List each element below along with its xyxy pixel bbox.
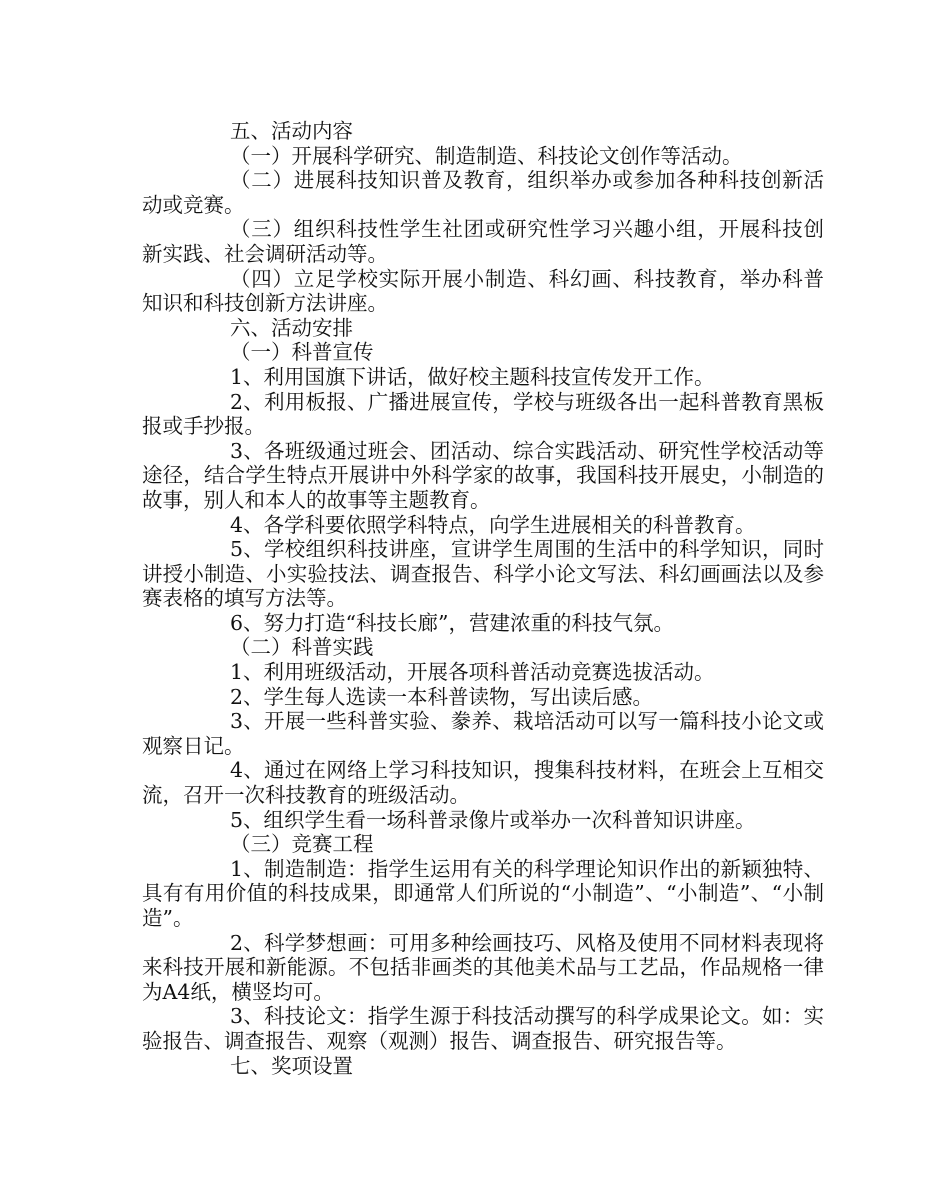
list-item: 4、各学科要依照学科特点，向学生进展相关的科普教育。 <box>230 512 756 537</box>
subsection-heading-practice: （二）科普实践 <box>230 635 374 660</box>
list-item: 6、努力打造“科技长廊”，营建浓重的科技气氛。 <box>230 610 675 635</box>
list-item: 5、学校组织科技讲座，宣讲学生周围的生活中的科学知识，同时讲授小制造、小实验技法、调查报告、科学小论文写法、科幻画画法以及参赛表格的填写方法等。 <box>142 537 824 611</box>
list-item: 1、利用国旗下讲话，做好校主题科技宣传发开工作。 <box>230 364 715 389</box>
subsection-item-4: （四）立足学校实际开展小制造、科幻画、科技教育，举办科普知识和科技创新方法讲座。 <box>142 266 824 316</box>
subsection-item-2: （二）进展科技知识普及教育，组织举办或参加各种科技创新活动或竞赛。 <box>142 168 824 217</box>
section-heading-activity-arrangement: 六、活动安排 <box>230 315 353 340</box>
section-heading-awards: 七、奖项设置 <box>230 1053 353 1078</box>
subsection-item-1: （一）开展科学研究、制造制造、科技论文创作等活动。 <box>230 143 743 168</box>
document-page <box>142 119 824 1078</box>
subsection-heading-competition: （三）竞赛工程 <box>230 832 374 857</box>
subsection-item-3: （三）组织科技性学生社团或研究性学习兴趣小组，开展科技创新实践、社会调研活动等。 <box>142 217 824 266</box>
list-item: 1、制造制造：指学生运用有关的科学理论知识作出的新颖独特、具有有用价值的科技成果，即通常人们所说的“小制造”、“小制造”、“小制造”。 <box>142 856 824 930</box>
section-heading-activity-content: 五、活动内容 <box>230 119 353 143</box>
list-item: 3、开展一些科普实验、豢养、栽培活动可以写一篇科技小论文或观察日记。 <box>142 709 824 758</box>
list-item: 2、学生每人选读一本科普读物，写出读后感。 <box>230 684 654 709</box>
list-item: 3、各班级通过班会、团活动、综合实践活动、研究性学校活动等途径，结合学生特点开展讲中外科学家的故事，我国科技开展史，小制造的故事，别人和本人的故事等主题教育。 <box>142 438 824 512</box>
list-item: 3、科技论文：指学生源于科技活动撰写的科学成果论文。如：实验报告、调查报告、观察（观测）报告、调查报告、研究报告等。 <box>142 1004 824 1053</box>
list-item: 2、科学梦想画：可用多种绘画技巧、风格及使用不同材料表现将来科技开展和新能源。不包括非画类的其他美术品与工艺品，作品规格一律为A4纸，横竖均可。 <box>142 930 824 1004</box>
list-item: 4、通过在网络上学习科技知识，搜集科技材料，在班会上互相交流，召开一次科技教育的班级活动。 <box>142 758 824 808</box>
list-item: 5、组织学生看一场科普录像片或举办一次科普知识讲座。 <box>230 807 756 832</box>
list-item: 2、利用板报、广播进展宣传，学校与班级各出一起科普教育黑板报或手抄报。 <box>142 389 824 439</box>
subsection-heading-publicity: （一）科普宣传 <box>230 340 374 365</box>
list-item: 1、利用班级活动，开展各项科普活动竞赛选拔活动。 <box>230 660 715 685</box>
